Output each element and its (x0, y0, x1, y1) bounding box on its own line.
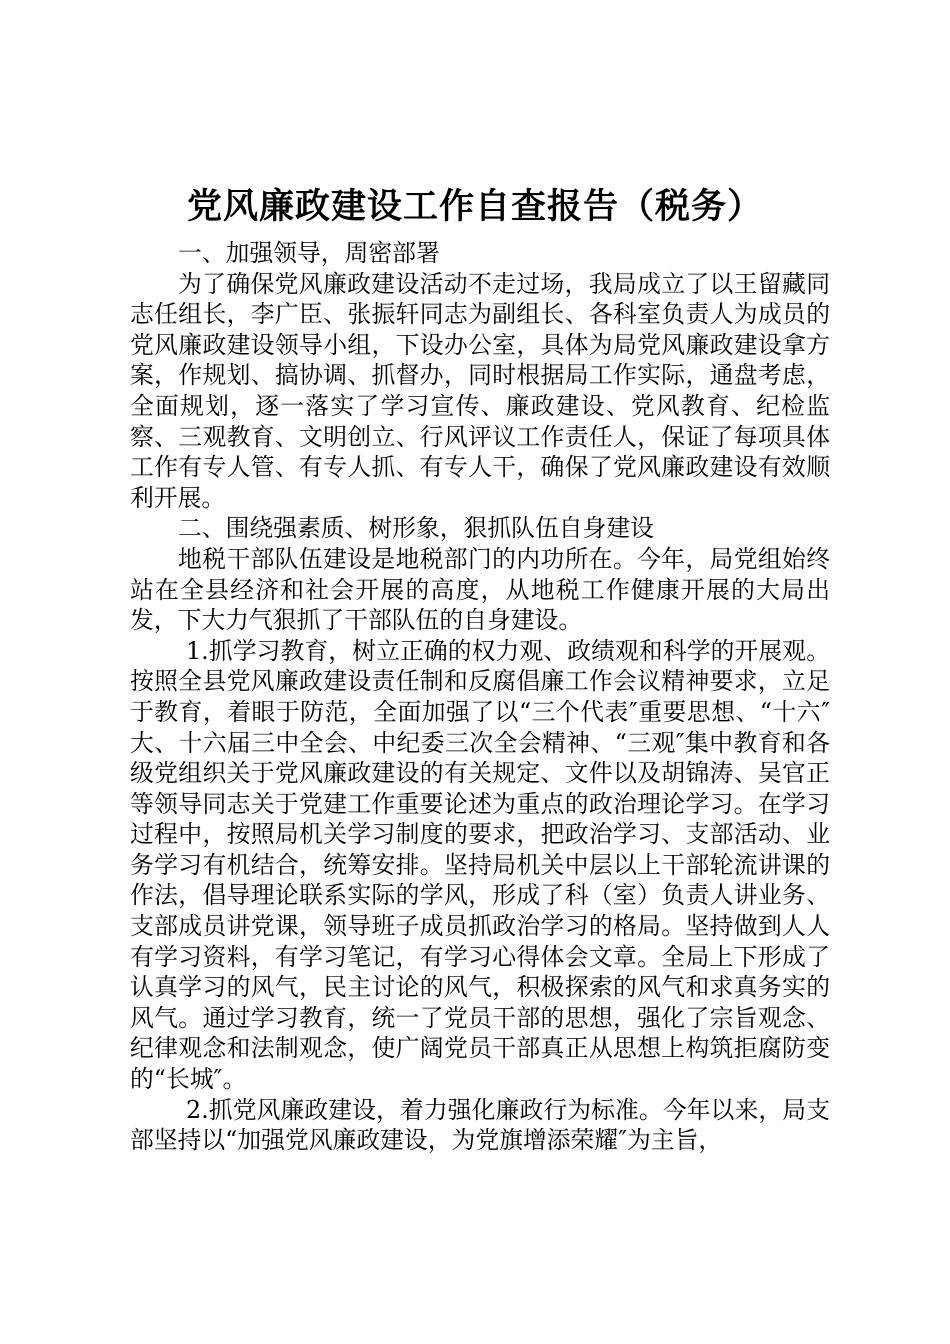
paragraph-team-building: 地税干部队伍建设是地税部门的内功所在。今年，局党组始终站在全县经济和社会开展的高度，从地税工作健康开展的大局出发，下大力气狠抓了干部队伍的自身建设。 (130, 544, 830, 635)
section-heading-team-building: 二、围绕强素质、树形象，狠抓队伍自身建设 (178, 514, 654, 543)
list-item-study-education: 1.抓学习教育，树立正确的权力观、政绩观和科学的开展观。按照全县党风廉政建设责任制和反腐倡廉工作会议精神要求，立足于教育，着眼于防范，全面加强了以“三个代表″重要思想、“十六″大、十六届三中全会、中纪委三次全会精神、“三观″集中教育和各级党组织关于党风廉政建设的有关规定、文件以及胡锦涛、吴官正等领导同志关于党建工作重要论述为重点的政治理论学习。在学习过程中，按照局机关学习制度的要求，把政治学习、支部活动、业务学习有机结合，统筹安排。坚持局机关中层以上干部轮流讲课的作法，倡导理论联系实际的学风，形成了科（室）负责人讲业务、支部成员讲党课，领导班子成员抓政治学习的格局。坚持做到人人有学习资料，有学习笔记，有学习心得体会文章。全局上下形成了认真学习的风气，民主讨论的风气，积极探索的风气和求真务实的风气。通过学习教育，统一了党员干部的思想，强化了宗旨观念、纪律观念和法制观念，使广阔党员干部真正从思想上构筑拒腐防变的“长城″。 (130, 636, 830, 1094)
document-body (130, 238, 830, 1156)
section-heading-leadership: 一、加强领导，周密部署 (178, 239, 440, 267)
paragraph-leadership: 为了确保党风廉政建设活动不走过场，我局成立了以王留藏同志任组长，李广臣、张振轩同志为副组长、各科室负责人为成员的党风廉政建设领导小组，下设办公室，具体为局党风廉政建设拿方案，作规划、搞协调、抓督办，同时根据局工作实际，通盘考虑，全面规划，逐一落实了学习宣传、廉政建设、党风教育、纪检监察、三观教育、文明创立、行风评议工作责任人，保证了每项具体工作有专人管、有专人抓、有专人干，确保了党风廉政建设有效顺利开展。 (130, 269, 830, 512)
list-item-integrity-building: 2.抓党风廉政建设，着力强化廉政行为标准。今年以来，局支部坚持以“加强党风廉政建设，为党旗增添荣耀″为主旨， (130, 1095, 830, 1155)
document-title: 党风廉政建设工作自查报告（税务） (186, 186, 763, 227)
